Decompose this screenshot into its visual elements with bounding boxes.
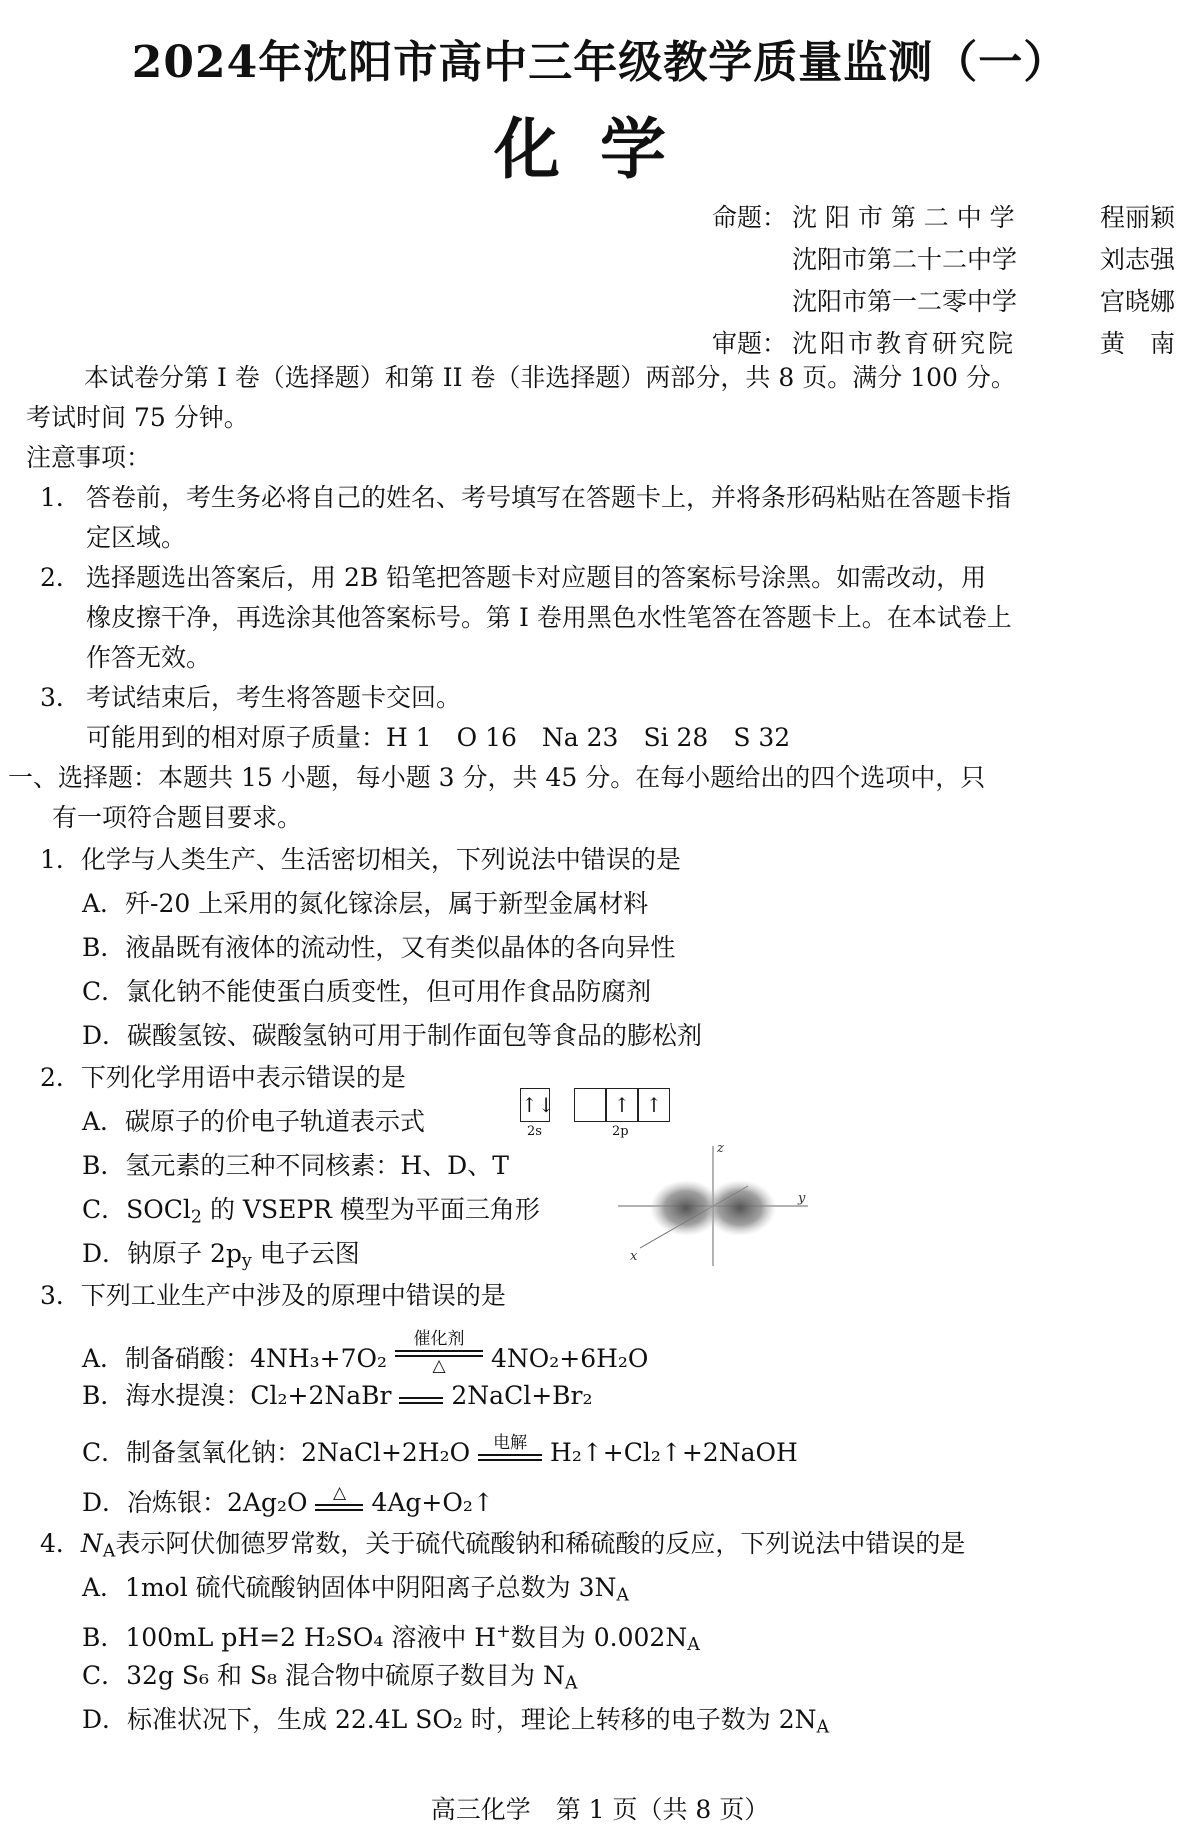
subject-title: 化学: [494, 110, 706, 188]
cloud-lobe-right: [704, 1180, 776, 1236]
note-1-line-2: 定区域。: [86, 523, 187, 552]
author-school-2: 沈阳市第二十二中学: [792, 245, 1018, 274]
cloud-x-label: x: [630, 1249, 638, 1264]
section1-line-2: 有一项符合题目要求。: [52, 803, 303, 832]
q4-option-d: D．标准状况下，生成 22.4L SO₂ 时，理论上转移的电子数为 $2N_A$: [82, 1705, 830, 1738]
q3-d-condition: △: [315, 1484, 363, 1519]
cloud-y-label: y: [798, 1191, 806, 1206]
q3-b-equals: [399, 1395, 443, 1412]
q1-option-a: A．歼-20 上采用的氮化镓涂层，属于新型金属材料: [82, 889, 649, 918]
section1-line-1: 一、选择题：本题共 15 小题，每小题 3 分，共 45 分。在每小题给出的四个选项中，只: [8, 763, 986, 792]
author-name-1: 程丽颖: [1100, 203, 1176, 232]
q1-option-b: B．液晶既有液体的流动性，又有类似晶体的各向异性: [82, 933, 676, 962]
intro-line-1: 本试卷分第 I 卷（选择题）和第 II 卷（非选择题）两部分，共 8 页。满分 100 分。: [84, 363, 1016, 392]
q3-option-b: B．海水提溴：Cl₂+2NaBr 2NaCl+Br₂: [82, 1381, 593, 1410]
q3-option-c: C．制备氢氧化钠：2NaCl+2H₂O 电解 H₂↑+Cl₂↑+2NaOH: [82, 1433, 798, 1467]
note-3-line-1: 考试结束后，考生将答题卡交回。: [86, 683, 462, 712]
q2-option-b: B．氢元素的三种不同核素：H、D、T: [82, 1151, 509, 1180]
setter-label: 命题：: [712, 203, 788, 232]
q4-option-c: C．32g S₆ 和 S₈ 混合物中硫原子数目为 $N_A$: [82, 1661, 578, 1694]
q2-stem: 2．下列化学用语中表示错误的是: [40, 1063, 406, 1092]
q3-option-d: D．冶炼银：2Ag₂O △ 4Ag+O₂↑: [82, 1483, 494, 1517]
author-name-3: 宫晓娜: [1100, 287, 1176, 316]
note-2-line-2: 橡皮擦干净，再选涂其他答案标号。第 I 卷用黑色水性笔答在答题卡上。在本试卷上: [86, 603, 1012, 632]
q3-a-condition: 催化剂 △: [395, 1330, 483, 1375]
q3-stem: 3．下列工业生产中涉及的原理中错误的是: [40, 1281, 506, 1310]
orbital-2p-label: 2p: [612, 1124, 629, 1139]
orbital-2s-label: 2s: [527, 1124, 542, 1139]
reviewer-name: 黄 南: [1100, 329, 1176, 358]
note-1-num: 1．: [40, 483, 81, 512]
q1-option-d: D．碳酸氢铵、碳酸氢钠可用于制作面包等食品的膨松剂: [82, 1021, 703, 1050]
page-footer: 高三化学 第 1 页（共 8 页）: [430, 1795, 770, 1824]
reviewer-label: 审题：: [712, 329, 788, 358]
atomic-mass-line: 可能用到的相对原子质量：H 1 O 16 Na 23 Si 28 S 32: [86, 723, 791, 752]
cloud-z-label: z: [717, 1141, 724, 1156]
intro-line-2: 考试时间 75 分钟。: [26, 403, 249, 432]
note-2-line-1: 选择题选出答案后，用 2B 铅笔把答题卡对应题目的答案标号涂黑。如需改动，用: [86, 563, 987, 592]
orbital-2p-box-2: ↑: [606, 1088, 638, 1122]
q4-stem: 4．$N_A$表示阿伏伽德罗常数，关于硫代硫酸钠和稀硫酸的反应，下列说法中错误的是: [40, 1529, 966, 1562]
q2-option-a: A．碳原子的价电子轨道表示式: [82, 1107, 426, 1136]
q3-option-a: A．制备硝酸：4NH₃+7O₂ 催化剂 △ 4NO₂+6H₂O: [82, 1329, 649, 1376]
q1-option-c: C．氯化钠不能使蛋白质变性，但可用作食品防腐剂: [82, 977, 652, 1006]
orbital-2s-box: ↑↓: [520, 1088, 550, 1122]
q3-c-condition: 电解: [478, 1434, 542, 1469]
note-1-line-1: 答卷前，考生务必将自己的姓名、考号填写在答题卡上，并将条形码粘贴在答题卡指: [86, 483, 1012, 512]
note-2-line-3: 作答无效。: [86, 643, 212, 672]
q4-option-b: B．100mL pH=2 H₂SO₄ 溶液中 H+数目为 $0.002N_A$: [82, 1622, 700, 1656]
orbital-2p-box-1: [574, 1088, 606, 1122]
notes-title: 注意事项：: [26, 443, 152, 472]
exam-title: 2024年沈阳市高中三年级教学质量监测（一）: [131, 37, 1069, 88]
note-2-num: 2．: [40, 563, 81, 592]
author-name-2: 刘志强: [1100, 245, 1176, 274]
q2-option-c: C．SOCl$_2$ 的 VSEPR 模型为平面三角形: [82, 1195, 540, 1228]
q4-option-a: A．1mol 硫代硫酸钠固体中阴阳离子总数为 $3N_A$: [82, 1573, 630, 1606]
author-school-1: 沈 阳 市 第 二 中 学: [792, 203, 1015, 232]
q2-option-d: D．钠原子 $2p_y$ 电子云图: [82, 1239, 360, 1272]
author-school-3: 沈阳市第一二零中学: [792, 287, 1018, 316]
note-3-num: 3．: [40, 683, 81, 712]
orbital-2p-box-3: ↑: [638, 1088, 670, 1122]
q1-stem: 1．化学与人类生产、生活密切相关，下列说法中错误的是: [40, 845, 681, 874]
reviewer-school: 沈阳市教育研究院: [792, 329, 1017, 358]
electron-cloud-figure: [618, 1138, 818, 1268]
